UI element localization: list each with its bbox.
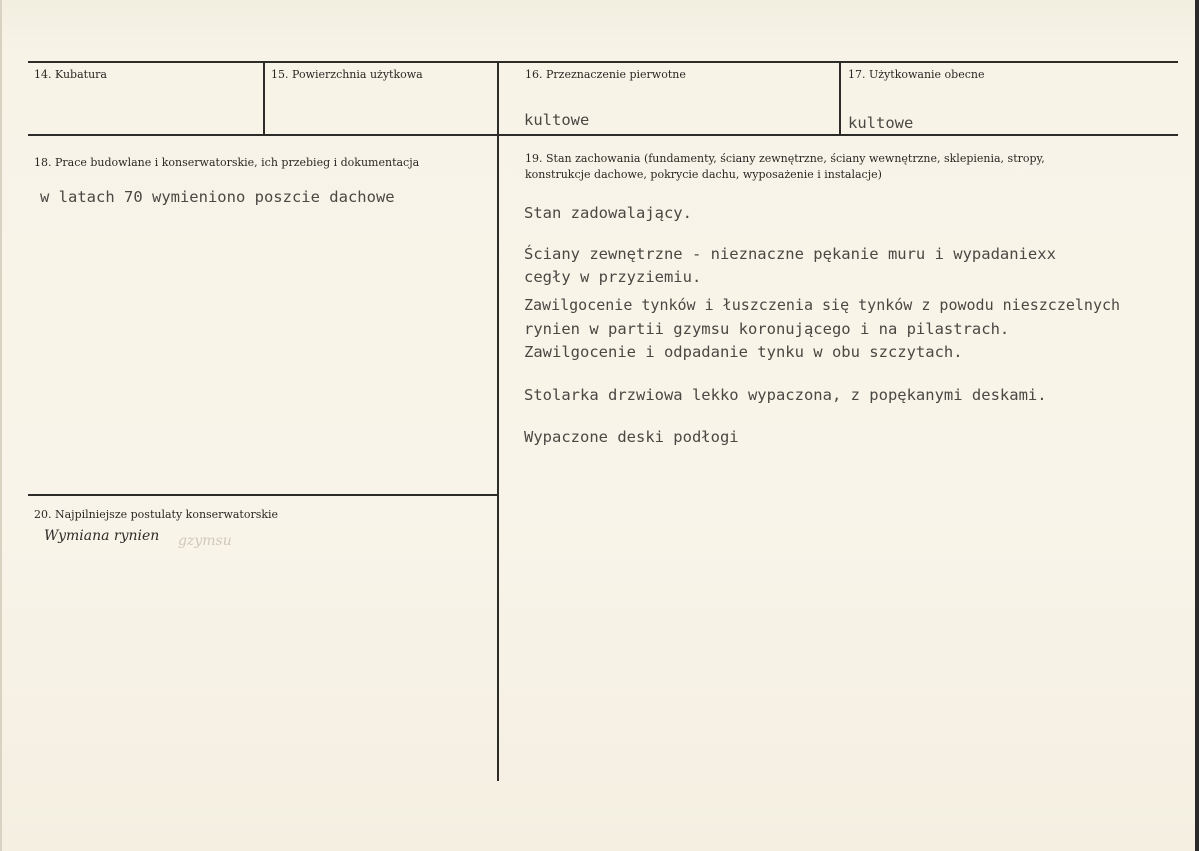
field-18-label: 18. Prace budowlane i konserwatorskie, ich przebieg i dokumentacja xyxy=(34,156,420,169)
field-19-line: Stolarka drzwiowa lekko wypaczona, z popękanymi deskami. xyxy=(524,386,1047,404)
field-20-handwritten-value: Wymiana rynien xyxy=(44,528,160,544)
field-19-line: Wypaczone deski podłogi xyxy=(524,428,739,446)
field-17-label: 17. Użytkowanie obecne xyxy=(848,68,985,81)
field-19-line: Zawilgocenie i odpadanie tynku w obu szczytach. xyxy=(524,343,963,361)
field-19-label-line-2: konstrukcje dachowe, pokrycie dachu, wyposażenie i instalacje) xyxy=(525,168,882,181)
field-18-value: w latach 70 wymieniono poszcie dachowe xyxy=(40,188,395,206)
col-divider-1 xyxy=(263,62,265,135)
col-divider-2 xyxy=(497,62,499,135)
page-left-edge xyxy=(0,0,2,851)
field-15-label: 15. Powierzchnia użytkowa xyxy=(271,68,423,81)
field-16-label: 16. Przeznaczenie pierwotne xyxy=(525,68,686,81)
field-19-line: cegły w przyziemiu. xyxy=(524,268,702,286)
field-20-divider xyxy=(28,494,498,496)
field-20-faint-text: gzymsu xyxy=(178,533,232,549)
field-20-label: 20. Najpilniejsze postulaty konserwatorskie xyxy=(34,508,279,521)
field-16-value: kultowe xyxy=(524,111,590,129)
field-14-label: 14. Kubatura xyxy=(34,68,107,81)
field-19-line: Ściany zewnętrzne - nieznaczne pękanie muru i wypadaniexx xyxy=(524,245,1056,263)
field-19-line: Zawilgocenie tynków i łuszczenia się tynków z powodu nieszczelnych xyxy=(524,296,1121,314)
field-19-label-line-1: 19. Stan zachowania (fundamenty, ściany zewnętrzne, ściany wewnętrzne, sklepienia, stropy, xyxy=(525,152,1045,165)
col-divider-3 xyxy=(839,62,841,135)
main-col-divider xyxy=(497,135,499,781)
top-rule xyxy=(28,61,1178,63)
field-19-line: Stan zadowalający. xyxy=(524,204,692,222)
field-19-line: rynien w partii gzymsu koronującego i na pilastrach. xyxy=(524,320,1010,338)
page-right-edge xyxy=(1195,0,1199,851)
field-17-value: kultowe xyxy=(848,114,914,132)
row-divider xyxy=(28,134,1178,136)
